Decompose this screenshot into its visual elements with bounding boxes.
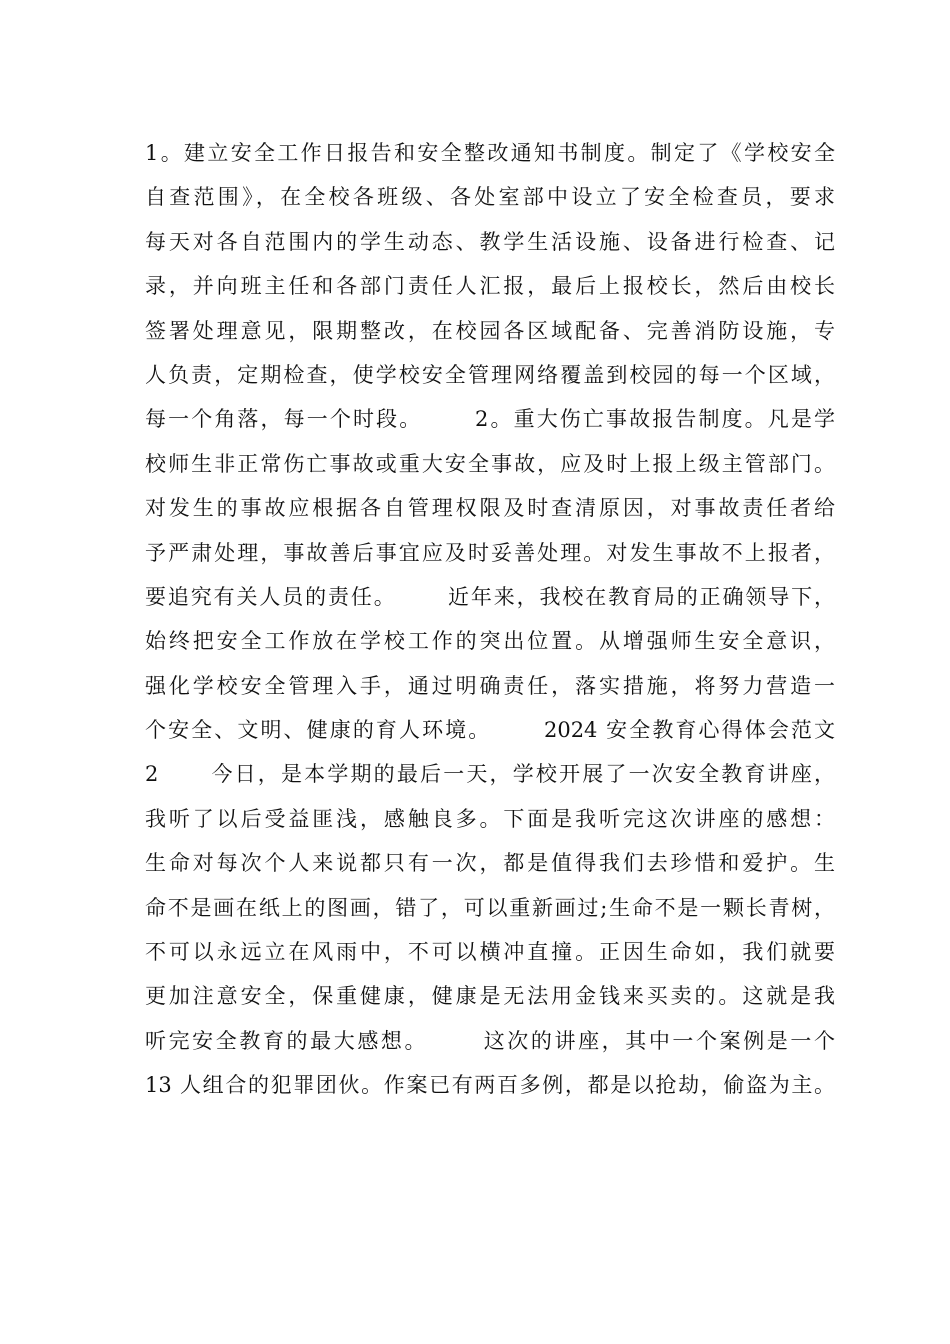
text-line: 命不是画在纸上的图画，错了，可以重新画过;生命不是一颗长青树，: [145, 895, 835, 920]
text-line: 更加注意安全，保重健康，健康是无法用金钱来买卖的。这就是我: [145, 984, 835, 1009]
text-line: 录，并向班主任和各部门责任人汇报，最后上报校长，然后由校长: [145, 274, 835, 299]
text-line: 13 人组合的犯罪团伙。作案已有两百多例，都是以抢劫，偷盗为主。: [145, 1073, 835, 1098]
text-line: 个安全、文明、健康的育人环境。 2024 安全教育心得体会范文: [145, 718, 835, 743]
text-line: 始终把安全工作放在学校工作的突出位置。从增强师生安全意识，: [145, 629, 835, 654]
text-line: 1。建立安全工作日报告和安全整改通知书制度。制定了《学校安全: [145, 141, 835, 165]
text-line: 要追究有关人员的责任。 近年来，我校在教育局的正确领导下，: [145, 584, 835, 609]
text-line: 强化学校安全管理入手，通过明确责任，落实措施，将努力营造一: [145, 673, 835, 698]
text-line: 生命对每次个人来说都只有一次，都是值得我们去珍惜和爱护。生: [145, 851, 835, 876]
text-line: 予严肃处理，事故善后事宜应及时妥善处理。对发生事故不上报者，: [145, 540, 835, 565]
text-line: 不可以永远立在风雨中，不可以横冲直撞。正因生命如，我们就要: [145, 940, 835, 965]
text-line: 对发生的事故应根据各自管理权限及时查清原因，对事故责任者给: [145, 496, 835, 521]
text-line: 校师生非正常伤亡事故或重大安全事故，应及时上报上级主管部门。: [145, 451, 835, 476]
text-line: 听完安全教育的最大感想。 这次的讲座，其中一个案例是一个: [145, 1028, 835, 1053]
body-text: [145, 131, 835, 1108]
text-line: 每一个角落，每一个时段。 2。重大伤亡事故报告制度。凡是学: [145, 407, 835, 432]
text-line: 人负责，定期检查，使学校安全管理网络覆盖到校园的每一个区域，: [145, 362, 835, 387]
text-line: 每天对各自范围内的学生动态、教学生活设施、设备进行检查、记: [145, 229, 835, 254]
text-line: 签署处理意见，限期整改，在校园各区域配备、完善消防设施，专: [145, 318, 835, 343]
text-line: 自查范围》，在全校各班级、各处室部中设立了安全检查员，要求: [145, 185, 835, 210]
text-line: 2 今日，是本学期的最后一天，学校开展了一次安全教育讲座，: [145, 762, 835, 787]
text-line: 我听了以后受益匪浅，感触良多。下面是我听完这次讲座的感想：: [145, 806, 835, 831]
